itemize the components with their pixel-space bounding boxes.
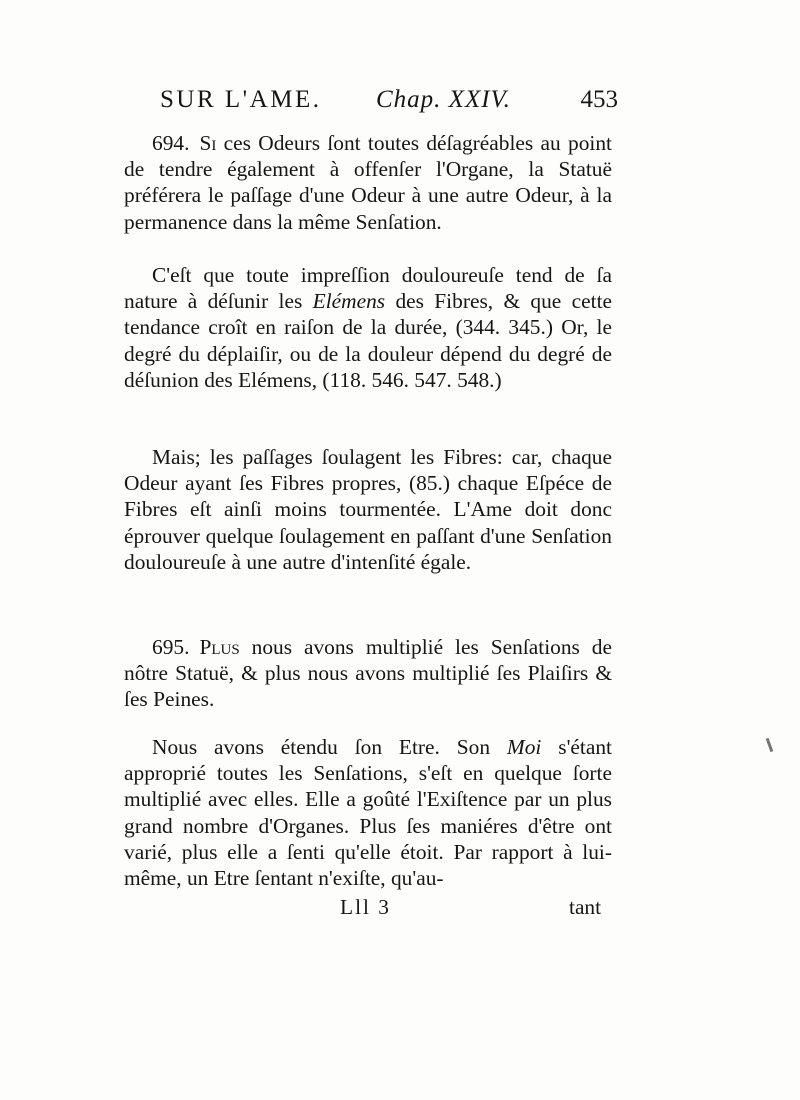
section-number-695: 695.	[152, 635, 190, 659]
paragraph-impression	[124, 262, 612, 393]
chapter-reference: Chap. XXIV.	[376, 86, 511, 113]
italic-term: Moi	[506, 735, 542, 759]
paragraph-text: des Fibres, & que cette tendance croît en raiſon de la durée, (344. 345.) Or, le degré du déplaiſir, ou de la douleur dépend du degré de déſunion des Elémens, (118. 546. 547. 548.)	[124, 289, 613, 392]
italic-term: Elémens	[312, 289, 386, 314]
paragraph-passages	[124, 444, 612, 575]
paragraph-lead-694: Si	[199, 131, 217, 155]
paragraph-text: Mais; les paſſages ſoulagent les Fibres: car, chaque Odeur ayant ſes Fibres propres, (85.) chaque Eſpéce de Fibres eſt ainſi moins tourmentée. L'Ame doit donc éprouver quelque ſoulagement en paſſant d'une Senſation douloureuſe à une autre d'intenſité égale.	[124, 445, 612, 574]
paragraph-lead-695: Plus	[199, 635, 240, 659]
paragraph-etre	[124, 734, 612, 891]
paragraph-text: ces Odeurs ſont toutes déſagréables au point de tendre également à offenſer l'Organe, la Statuë préférera le paſſage d'une Odeur à une autre Odeur, à la permanence dans la même Senſation.	[124, 131, 612, 234]
running-title: SUR L'AME.	[160, 86, 322, 113]
paragraph-694	[124, 130, 612, 235]
paragraph-text: nous avons multiplié les Senſations de nôtre Statuë, & plus nous avons multiplié ſes Plaiſirs & ſes Peines.	[124, 635, 612, 712]
running-head	[160, 86, 618, 120]
paragraph-text: Nous avons étendu ſon Etre. Son	[152, 735, 507, 759]
signature-mark: Lll 3	[340, 895, 391, 919]
paragraph-695	[124, 634, 612, 713]
section-number-694: 694.	[152, 131, 190, 155]
margin-mark	[766, 738, 774, 752]
page-number: 453	[580, 86, 618, 113]
paragraph-text: s'étant approprié toutes les Senſations, s'eſt en quelque ſorte multiplié avec elles. Elle a goûté l'Exiſtence par un plus grand nombre d'Organes. Plus ſes maniéres d'être ont varié, plus elle a ſenti qu'elle étoit. Par rapport à lui-même, un Etre ſentant n'exiſte, qu'au-	[124, 735, 612, 891]
catchword: tant	[569, 895, 602, 919]
paragraph-text: C'eſt que toute impreſſion douloureuſe tend de ſa nature à déſunir les	[124, 263, 612, 314]
